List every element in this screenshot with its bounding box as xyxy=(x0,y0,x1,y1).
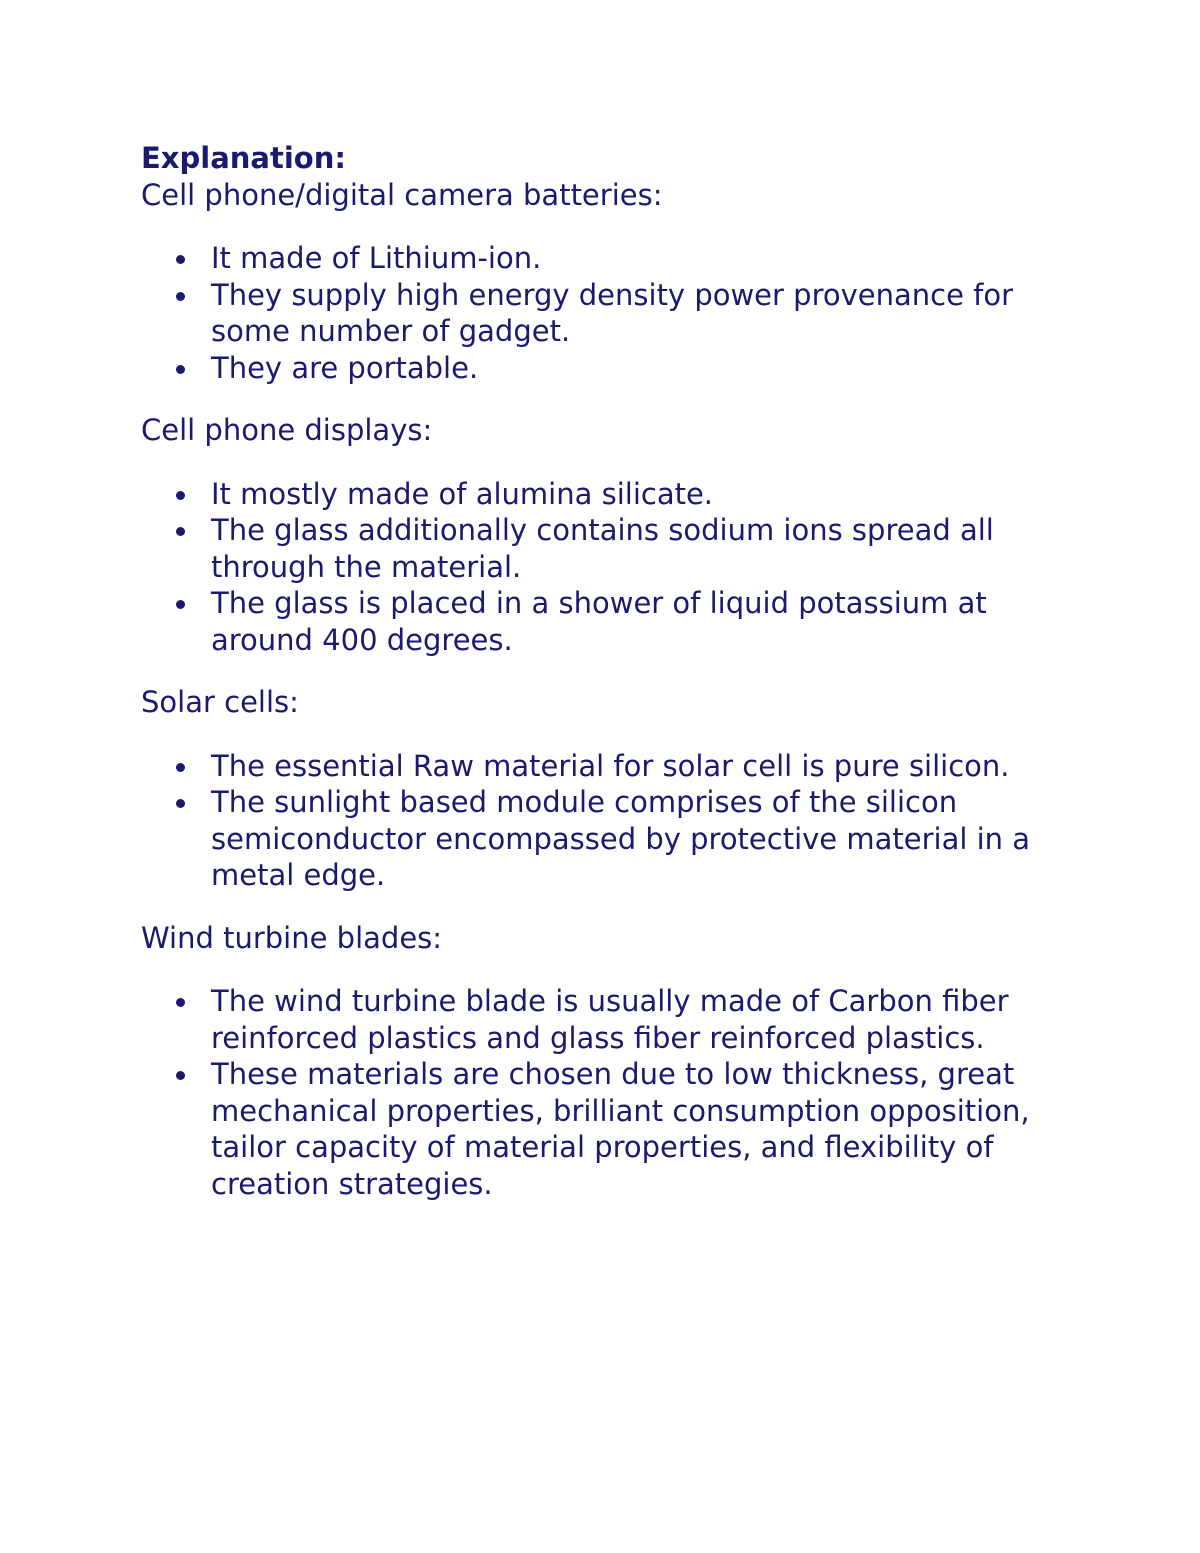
bullet-icon xyxy=(176,799,185,808)
list-item xyxy=(141,512,1081,585)
list-item xyxy=(141,585,1081,658)
bullet-list xyxy=(141,983,1081,1202)
section-title: Solar cells: xyxy=(141,685,299,719)
bullet-icon xyxy=(176,600,185,609)
section-wind-turbine-blades xyxy=(141,920,1081,1203)
list-item xyxy=(141,476,1081,513)
bullet-icon xyxy=(176,255,185,264)
list-item xyxy=(141,748,1081,785)
list-item-text: It made of Lithium-ion. xyxy=(211,241,542,275)
list-item xyxy=(141,350,1081,387)
bullet-icon xyxy=(176,292,185,301)
bullet-icon xyxy=(176,998,185,1007)
document-heading: Explanation: xyxy=(141,141,346,175)
bullet-icon xyxy=(176,1071,185,1080)
list-item xyxy=(141,277,1081,350)
list-item-text: These materials are chosen due to low thickness, great mechanical properties, brilliant consumption opposition, tailor capacity of material properties, and flexibility of creation strategies. xyxy=(211,1057,1030,1201)
list-item-text: The glass is placed in a shower of liquid potassium at around 400 degrees. xyxy=(211,586,987,657)
document-page xyxy=(141,140,1081,1202)
bullet-icon xyxy=(176,763,185,772)
list-item xyxy=(141,1056,1081,1202)
bullet-icon xyxy=(176,365,185,374)
bullet-list xyxy=(141,748,1081,894)
bullet-icon xyxy=(176,491,185,500)
bullet-list xyxy=(141,240,1081,386)
list-item-text: The glass additionally contains sodium ions spread all through the material. xyxy=(211,513,994,584)
list-item-text: The essential Raw material for solar cell is pure silicon. xyxy=(211,748,1010,783)
section-title: Cell phone displays: xyxy=(141,413,433,447)
section-batteries xyxy=(141,177,1081,387)
list-item-text: The wind turbine blade is usually made of Carbon fiber reinforced plastics and glass fiber reinforced plastics. xyxy=(211,984,1009,1055)
list-item xyxy=(141,784,1081,894)
list-item xyxy=(141,240,1081,277)
list-item-text: It mostly made of alumina silicate. xyxy=(211,476,714,511)
section-solar-cells xyxy=(141,684,1081,894)
section-title: Wind turbine blades: xyxy=(141,920,443,955)
section-title: Cell phone/digital camera batteries: xyxy=(141,177,663,212)
list-item-text: They are portable. xyxy=(211,350,479,385)
list-item-text: The sunlight based module comprises of the silicon semiconductor encompassed by protective material in a metal edge. xyxy=(211,785,1031,892)
list-item-text: They supply high energy density power provenance for some number of gadget. xyxy=(211,277,1014,348)
bullet-icon xyxy=(176,527,185,536)
list-item xyxy=(141,983,1081,1056)
bullet-list xyxy=(141,476,1081,659)
section-displays xyxy=(141,412,1081,658)
